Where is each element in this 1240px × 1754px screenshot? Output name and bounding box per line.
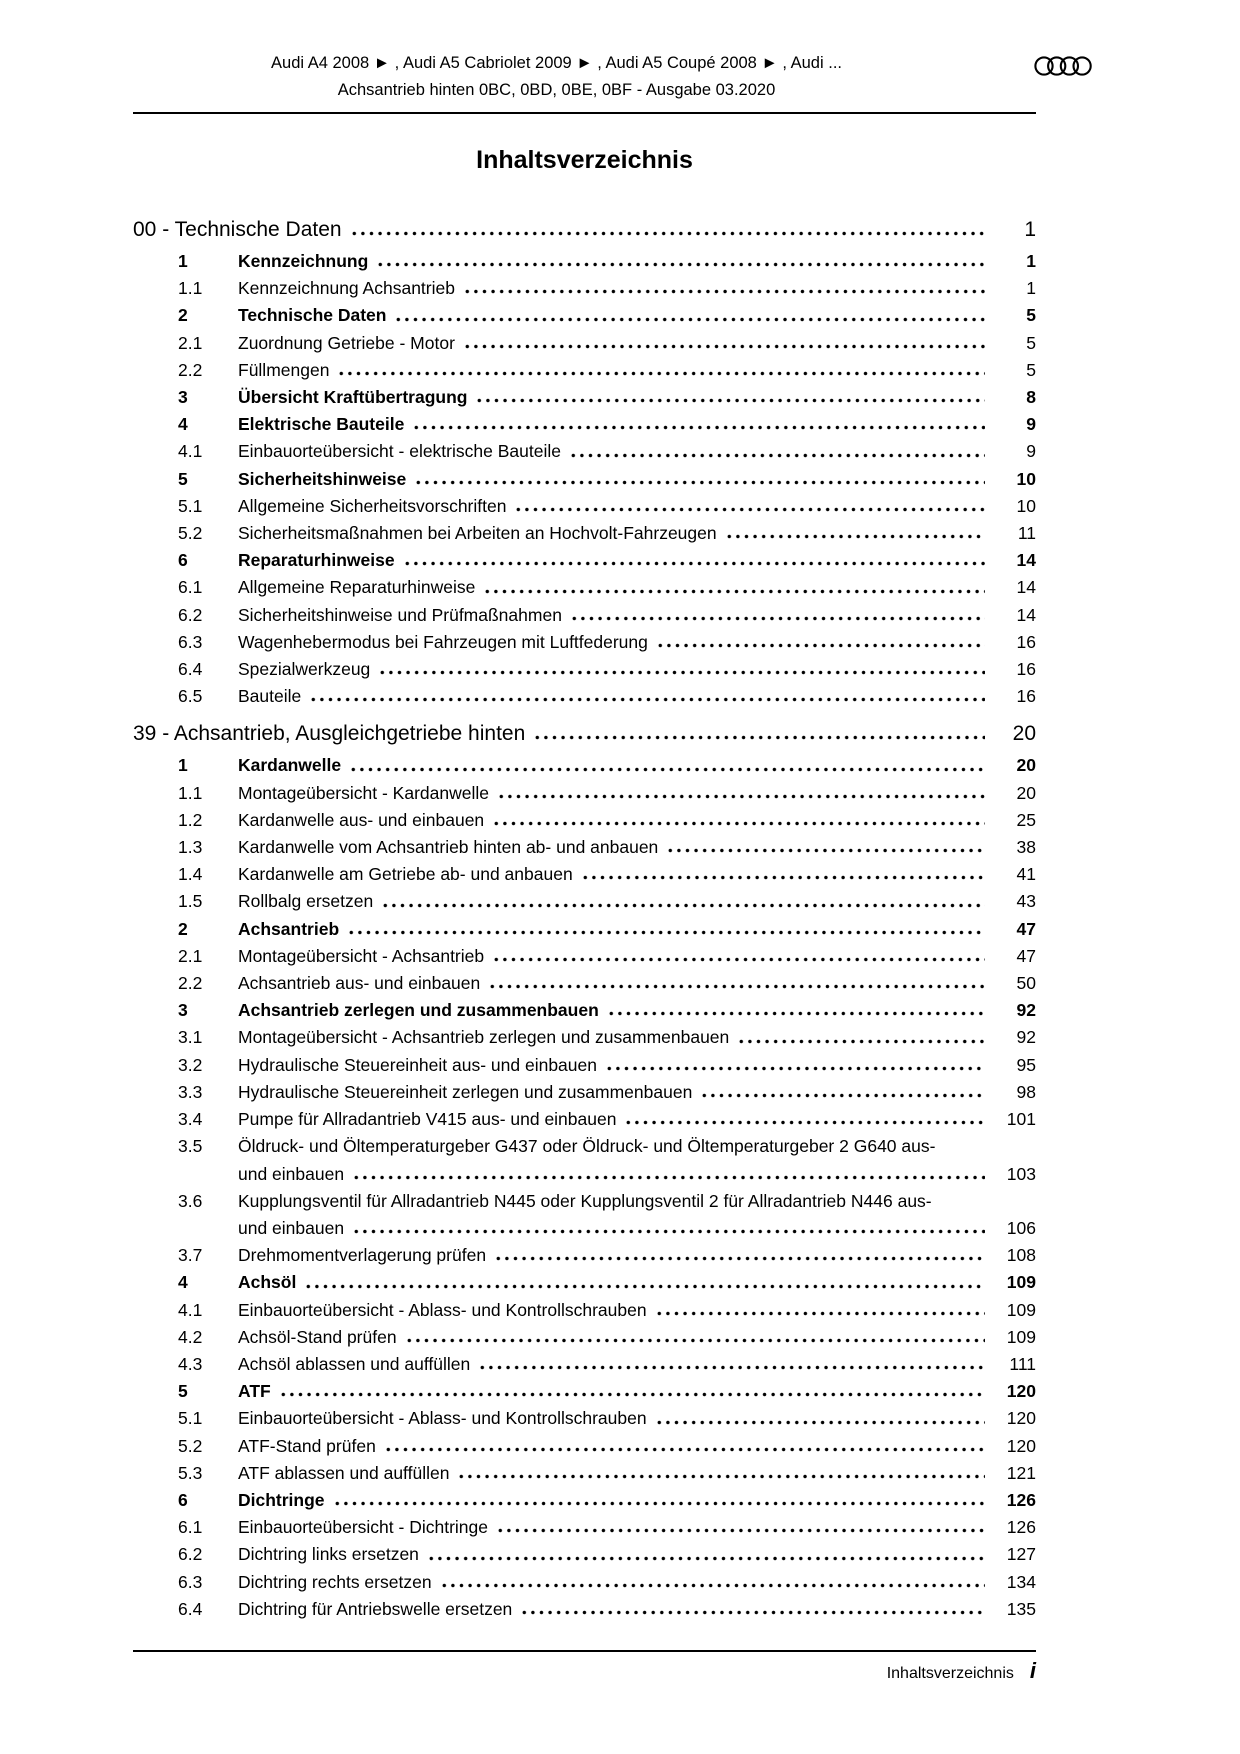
entry-page-number: 20 [1016,755,1036,776]
entry-page-number: 38 [1016,837,1036,858]
toc-chapter-row [133,215,1036,245]
entry-number: 3.2 [178,1054,203,1075]
toc-entry-row [133,1024,1036,1051]
entry-title: Dichtring rechts ersetzen [238,1571,432,1592]
dot-leader [279,1391,985,1398]
entry-number: 3 [178,1000,188,1021]
dot-leader [570,615,985,622]
toc-entry-row [133,1215,1036,1242]
entry-title: ATF [238,1381,271,1402]
entry-page-number: 126 [1006,1489,1036,1510]
entry-page-number: 92 [1016,1027,1036,1048]
entry-title: Sicherheitshinweise und Prüfmaßnahmen [238,604,562,625]
entry-number: 1.1 [178,782,203,803]
entry-page-number: 1 [1026,251,1036,271]
dot-leader [492,956,985,963]
entry-number: 3.6 [178,1190,203,1211]
entry-page-number: 120 [1006,1435,1036,1456]
dot-leader [475,397,985,404]
dot-leader [478,1364,985,1371]
dot-leader [655,1419,985,1426]
entry-title: Achsantrieb aus- und einbauen [238,973,481,994]
toc-entry-row [133,275,1036,302]
entry-page-number: 1 [1026,278,1036,299]
entry-number: 1 [178,251,188,271]
toc-entry-row [133,602,1036,629]
toc-entry-row [133,1242,1036,1269]
entry-page-number: 10 [1016,495,1036,516]
page-title: Inhaltsverzeichnis [476,146,693,174]
entry-title: Pumpe für Allradantrieb V415 aus- und einbauen [238,1109,617,1130]
entry-page-number: 120 [1006,1408,1036,1429]
entry-title: Öldruck- und Öltemperaturgeber G437 oder Öldruck- und Öltemperaturgeber 2 G640 aus- [238,1136,936,1157]
entry-title: Achsöl ablassen und auffüllen [238,1353,471,1374]
entry-title: Einbauorteübersicht - Ablass- und Kontrollschrauben [238,1408,647,1429]
entry-title: Bauteile [238,686,302,707]
dot-leader [384,1446,985,1453]
entry-number: 2.1 [178,332,203,353]
entry-title: Kardanwelle am Getriebe ab- und anbauen [238,864,573,885]
entry-title: Kennzeichnung Achsantrieb [238,278,455,299]
entry-page-number: 103 [1006,1163,1036,1184]
entry-page-number: 126 [1006,1517,1036,1538]
entry-page-number: 41 [1016,864,1036,885]
entry-number: 5.1 [178,495,203,516]
entry-number: 5.3 [178,1462,203,1483]
entry-number: 3.7 [178,1245,203,1266]
dot-leader [737,1038,985,1045]
toc-entry-row [133,1133,1036,1160]
entry-page-number: 16 [1016,686,1036,707]
dot-leader [497,793,985,800]
entry-number: 6.2 [178,1544,203,1565]
entry-title: Kardanwelle [238,755,342,776]
entry-page-number: 101 [1006,1109,1036,1130]
chapter-page-number: 20 [1012,722,1036,746]
entry-number: 4.1 [178,1299,203,1320]
toc-entry-row [133,888,1036,915]
entry-page-number: 14 [1016,604,1036,625]
toc-entry-row [133,1161,1036,1188]
entry-number: 3.4 [178,1109,203,1130]
entry-number: 2 [178,918,188,939]
entry-number: 1.4 [178,864,203,885]
chapter-page-number: 1 [1024,218,1036,241]
entry-title: Elektrische Bauteile [238,414,405,435]
entry-title: Achsantrieb [238,918,340,939]
dot-leader [624,1119,985,1126]
entry-number: 4 [178,414,188,435]
entry-title: Einbauorteübersicht - Ablass- und Kontrollschrauben [238,1299,647,1320]
entry-number: 4 [178,1272,188,1293]
entry-page-number: 10 [1016,468,1036,489]
toc-entry-row [133,1541,1036,1568]
dot-leader [376,261,985,268]
dot-leader [483,588,985,595]
dot-leader [581,874,985,881]
toc-entry-row [133,1188,1036,1215]
toc-entry-row [133,1324,1036,1351]
toc-entry-row [133,656,1036,683]
entry-page-number: 109 [1006,1272,1036,1293]
entry-page-number: 127 [1006,1544,1036,1565]
dot-leader [725,533,985,540]
entry-number: 4.1 [178,441,203,462]
toc-entry-row [133,1106,1036,1133]
dot-leader [352,1228,985,1235]
entry-page-number: 5 [1026,305,1036,326]
entry-title: und einbauen [238,1163,345,1184]
entry-page-number: 108 [1006,1245,1036,1266]
entry-title: Füllmengen [238,359,330,380]
toc-entry-row [133,1514,1036,1541]
entry-page-number: 134 [1006,1571,1036,1592]
toc-entry-row [133,970,1036,997]
toc-entry-row [133,302,1036,329]
header-edition-line: Achsantrieb hinten 0BC, 0BD, 0BE, 0BF - Ausgabe 03.2020 [337,81,776,99]
entry-title: Allgemeine Sicherheitsvorschriften [238,495,507,516]
entry-number: 2.2 [178,359,203,380]
dot-leader [309,696,985,703]
dot-leader [514,506,985,513]
entry-number: 5.2 [178,1435,203,1456]
entry-page-number: 8 [1026,387,1036,408]
entry-number: 2.1 [178,945,203,966]
entry-number: 5 [178,1381,188,1402]
dot-leader [337,370,985,377]
toc-entry-row [133,1569,1036,1596]
dot-leader [457,1473,985,1480]
dot-leader [700,1092,985,1099]
dot-leader [403,560,985,567]
toc-entry-row [133,438,1036,465]
dot-leader [440,1582,985,1589]
entry-number: 6.4 [178,659,203,680]
dot-leader [350,230,985,237]
entry-number: 5 [178,468,188,489]
dot-leader [656,642,985,649]
toc-entry-row [133,466,1036,493]
toc-entry-row [133,248,1036,275]
toc-entry-row [133,357,1036,384]
page-footer [133,1658,1036,1684]
entry-number: 1 [178,755,188,776]
entry-title: Kennzeichnung [238,251,369,271]
entry-number: 6.4 [178,1598,203,1619]
dot-leader [427,1555,985,1562]
dot-leader [488,983,985,990]
dot-leader [943,1147,985,1154]
dot-leader [655,1310,985,1317]
entry-title: Dichtring für Antriebswelle ersetzen [238,1598,513,1619]
entry-title: Montageübersicht - Kardanwelle [238,782,489,803]
entry-page-number: 25 [1016,809,1036,830]
entry-page-number: 47 [1016,945,1036,966]
entry-title: Übersicht Kraftübertragung [238,387,468,408]
entry-number: 6 [178,550,188,571]
entry-title: Drehmomentverlagerung prüfen [238,1245,487,1266]
entry-title: Achsöl [238,1272,297,1293]
toc-entry-row [133,493,1036,520]
entry-title: Reparaturhinweise [238,550,395,571]
entry-title: Spezialwerkzeug [238,659,371,680]
entry-page-number: 109 [1006,1326,1036,1347]
entry-title: Technische Daten [238,305,387,326]
dot-leader [347,929,985,936]
entry-title: Montageübersicht - Achsantrieb [238,945,485,966]
toc-entry-row [133,1596,1036,1623]
entry-page-number: 9 [1026,441,1036,462]
dot-leader [492,820,985,827]
entry-number: 6.1 [178,1517,203,1538]
entry-title: Achsöl-Stand prüfen [238,1326,397,1347]
footer-page-number: i [1029,1658,1036,1683]
entry-number: 3 [178,387,188,408]
toc-entry-row [133,547,1036,574]
entry-number: 1.2 [178,809,203,830]
dot-leader [378,669,985,676]
entry-page-number: 11 [1017,523,1036,544]
toc-entry-row [133,1079,1036,1106]
toc-entry-row [133,1351,1036,1378]
entry-title: Hydraulische Steuereinheit zerlegen und zusammenbauen [238,1081,693,1102]
dot-leader [520,1609,985,1616]
dot-leader [304,1283,985,1290]
chapter-label: 39 - Achsantrieb, Ausgleichgetriebe hinten [133,722,526,746]
entry-page-number: 98 [1016,1081,1036,1102]
entry-page-number: 47 [1016,918,1036,939]
dot-leader [666,847,985,854]
toc-entry-row [133,780,1036,807]
toc-entry-row [133,1269,1036,1296]
audi-rings-icon [1034,54,1092,78]
entry-page-number: 109 [1006,1299,1036,1320]
toc-entry-row [133,1052,1036,1079]
entry-page-number: 121 [1006,1462,1036,1483]
entry-title: Allgemeine Reparaturhinweise [238,577,476,598]
toc-entry-row [133,1487,1036,1514]
dot-leader [496,1527,985,1534]
entry-page-number: 16 [1016,631,1036,652]
entry-number: 6 [178,1489,188,1510]
entry-title: und einbauen [238,1217,345,1238]
entry-number: 4.2 [178,1326,203,1347]
dot-leader [605,1065,985,1072]
entry-number: 6.1 [178,577,203,598]
entry-number: 6.3 [178,1571,203,1592]
entry-number: 1.1 [178,278,203,299]
entry-title: ATF-Stand prüfen [238,1435,376,1456]
header-models-line: Audi A4 2008 ► , Audi A5 Cabriolet 2009 ► , Audi A5 Coupé 2008 ► , Audi ... [271,54,842,72]
chapter-label: 00 - Technische Daten [133,218,342,241]
entry-number: 1.5 [178,891,203,912]
entry-number: 6.2 [178,604,203,625]
dot-leader [940,1201,985,1208]
entry-title: Kardanwelle aus- und einbauen [238,809,485,830]
entry-title: Montageübersicht - Achsantrieb zerlegen und zusammenbauen [238,1027,730,1048]
dot-leader [333,1500,985,1507]
entry-page-number: 14 [1016,577,1036,598]
toc-entry-row [133,943,1036,970]
entry-page-number: 120 [1006,1381,1036,1402]
entry-number: 4.3 [178,1353,203,1374]
dot-leader [381,902,985,909]
entry-number: 6.5 [178,686,203,707]
dot-leader [352,1174,985,1181]
toc-entry-row [133,574,1036,601]
entry-number: 2 [178,305,188,326]
toc-entry-row [133,1378,1036,1405]
entry-title: Sicherheitsmaßnahmen bei Arbeiten an Hochvolt-Fahrzeugen [238,523,717,544]
toc-entry-row [133,916,1036,943]
footer-label: Inhaltsverzeichnis [886,1665,1014,1682]
entry-page-number: 95 [1016,1054,1036,1075]
toc-entry-row [133,520,1036,547]
entry-title: Zuordnung Getriebe - Motor [238,332,455,353]
entry-number: 3.3 [178,1081,203,1102]
dot-leader [412,424,985,431]
entry-title: ATF ablassen und auffüllen [238,1462,450,1483]
entry-title: Rollbalg ersetzen [238,891,374,912]
entry-title: Kardanwelle vom Achsantrieb hinten ab- und anbauen [238,837,659,858]
dot-leader [533,734,985,741]
toc-entry-row [133,629,1036,656]
page-header [133,50,1036,104]
entry-title: Sicherheitshinweise [238,468,407,489]
toc-entry-row [133,683,1036,710]
entry-page-number: 5 [1026,332,1036,353]
toc-entry-row [133,1460,1036,1487]
entry-title: Hydraulische Steuereinheit aus- und einbauen [238,1054,597,1075]
dot-leader [414,479,985,486]
entry-title: Einbauorteübersicht - elektrische Bauteile [238,441,561,462]
entry-page-number: 135 [1006,1598,1036,1619]
entry-page-number: 16 [1016,659,1036,680]
entry-title: Dichtring links ersetzen [238,1544,419,1565]
entry-page-number: 5 [1026,359,1036,380]
header-divider [133,112,1036,114]
toc-entry-row [133,807,1036,834]
toc [133,206,1036,1623]
toc-entry-row [133,384,1036,411]
entry-page-number: 9 [1026,414,1036,435]
dot-leader [607,1010,985,1017]
toc-entry-row [133,1297,1036,1324]
dot-leader [349,766,985,773]
entry-number: 3.5 [178,1136,203,1157]
toc-entry-row [133,330,1036,357]
entry-title: Dichtringe [238,1489,325,1510]
entry-number: 3.1 [178,1027,203,1048]
entry-number: 6.3 [178,631,203,652]
toc-entry-row [133,1405,1036,1432]
dot-leader [569,452,985,459]
toc-entry-row [133,834,1036,861]
toc-entry-row [133,752,1036,779]
entry-title: Einbauorteübersicht - Dichtringe [238,1517,488,1538]
toc-entry-row [133,997,1036,1024]
dot-leader [494,1255,985,1262]
entry-page-number: 106 [1006,1217,1036,1238]
entry-number: 5.2 [178,523,203,544]
entry-number: 5.1 [178,1408,203,1429]
dot-leader [405,1337,985,1344]
entry-page-number: 20 [1016,782,1036,803]
entry-page-number: 43 [1016,891,1036,912]
entry-title: Kupplungsventil für Allradantrieb N445 oder Kupplungsventil 2 für Allradantrieb N446 aus- [238,1190,932,1211]
entry-number: 2.2 [178,973,203,994]
entry-title: Wagenhebermodus bei Fahrzeugen mit Luftfederung [238,631,648,652]
footer-divider [133,1650,1036,1652]
toc-entry-row [133,861,1036,888]
entry-page-number: 92 [1016,1000,1036,1021]
entry-title: Achsantrieb zerlegen und zusammenbauen [238,1000,599,1021]
toc-chapter-row [133,719,1036,749]
dot-leader [463,343,985,350]
entry-page-number: 14 [1016,550,1036,571]
entry-page-number: 50 [1016,973,1036,994]
toc-entry-row [133,411,1036,438]
dot-leader [394,316,985,323]
dot-leader [463,288,985,295]
entry-number: 1.3 [178,837,203,858]
toc-entry-row [133,1433,1036,1460]
entry-page-number: 111 [1009,1353,1036,1374]
